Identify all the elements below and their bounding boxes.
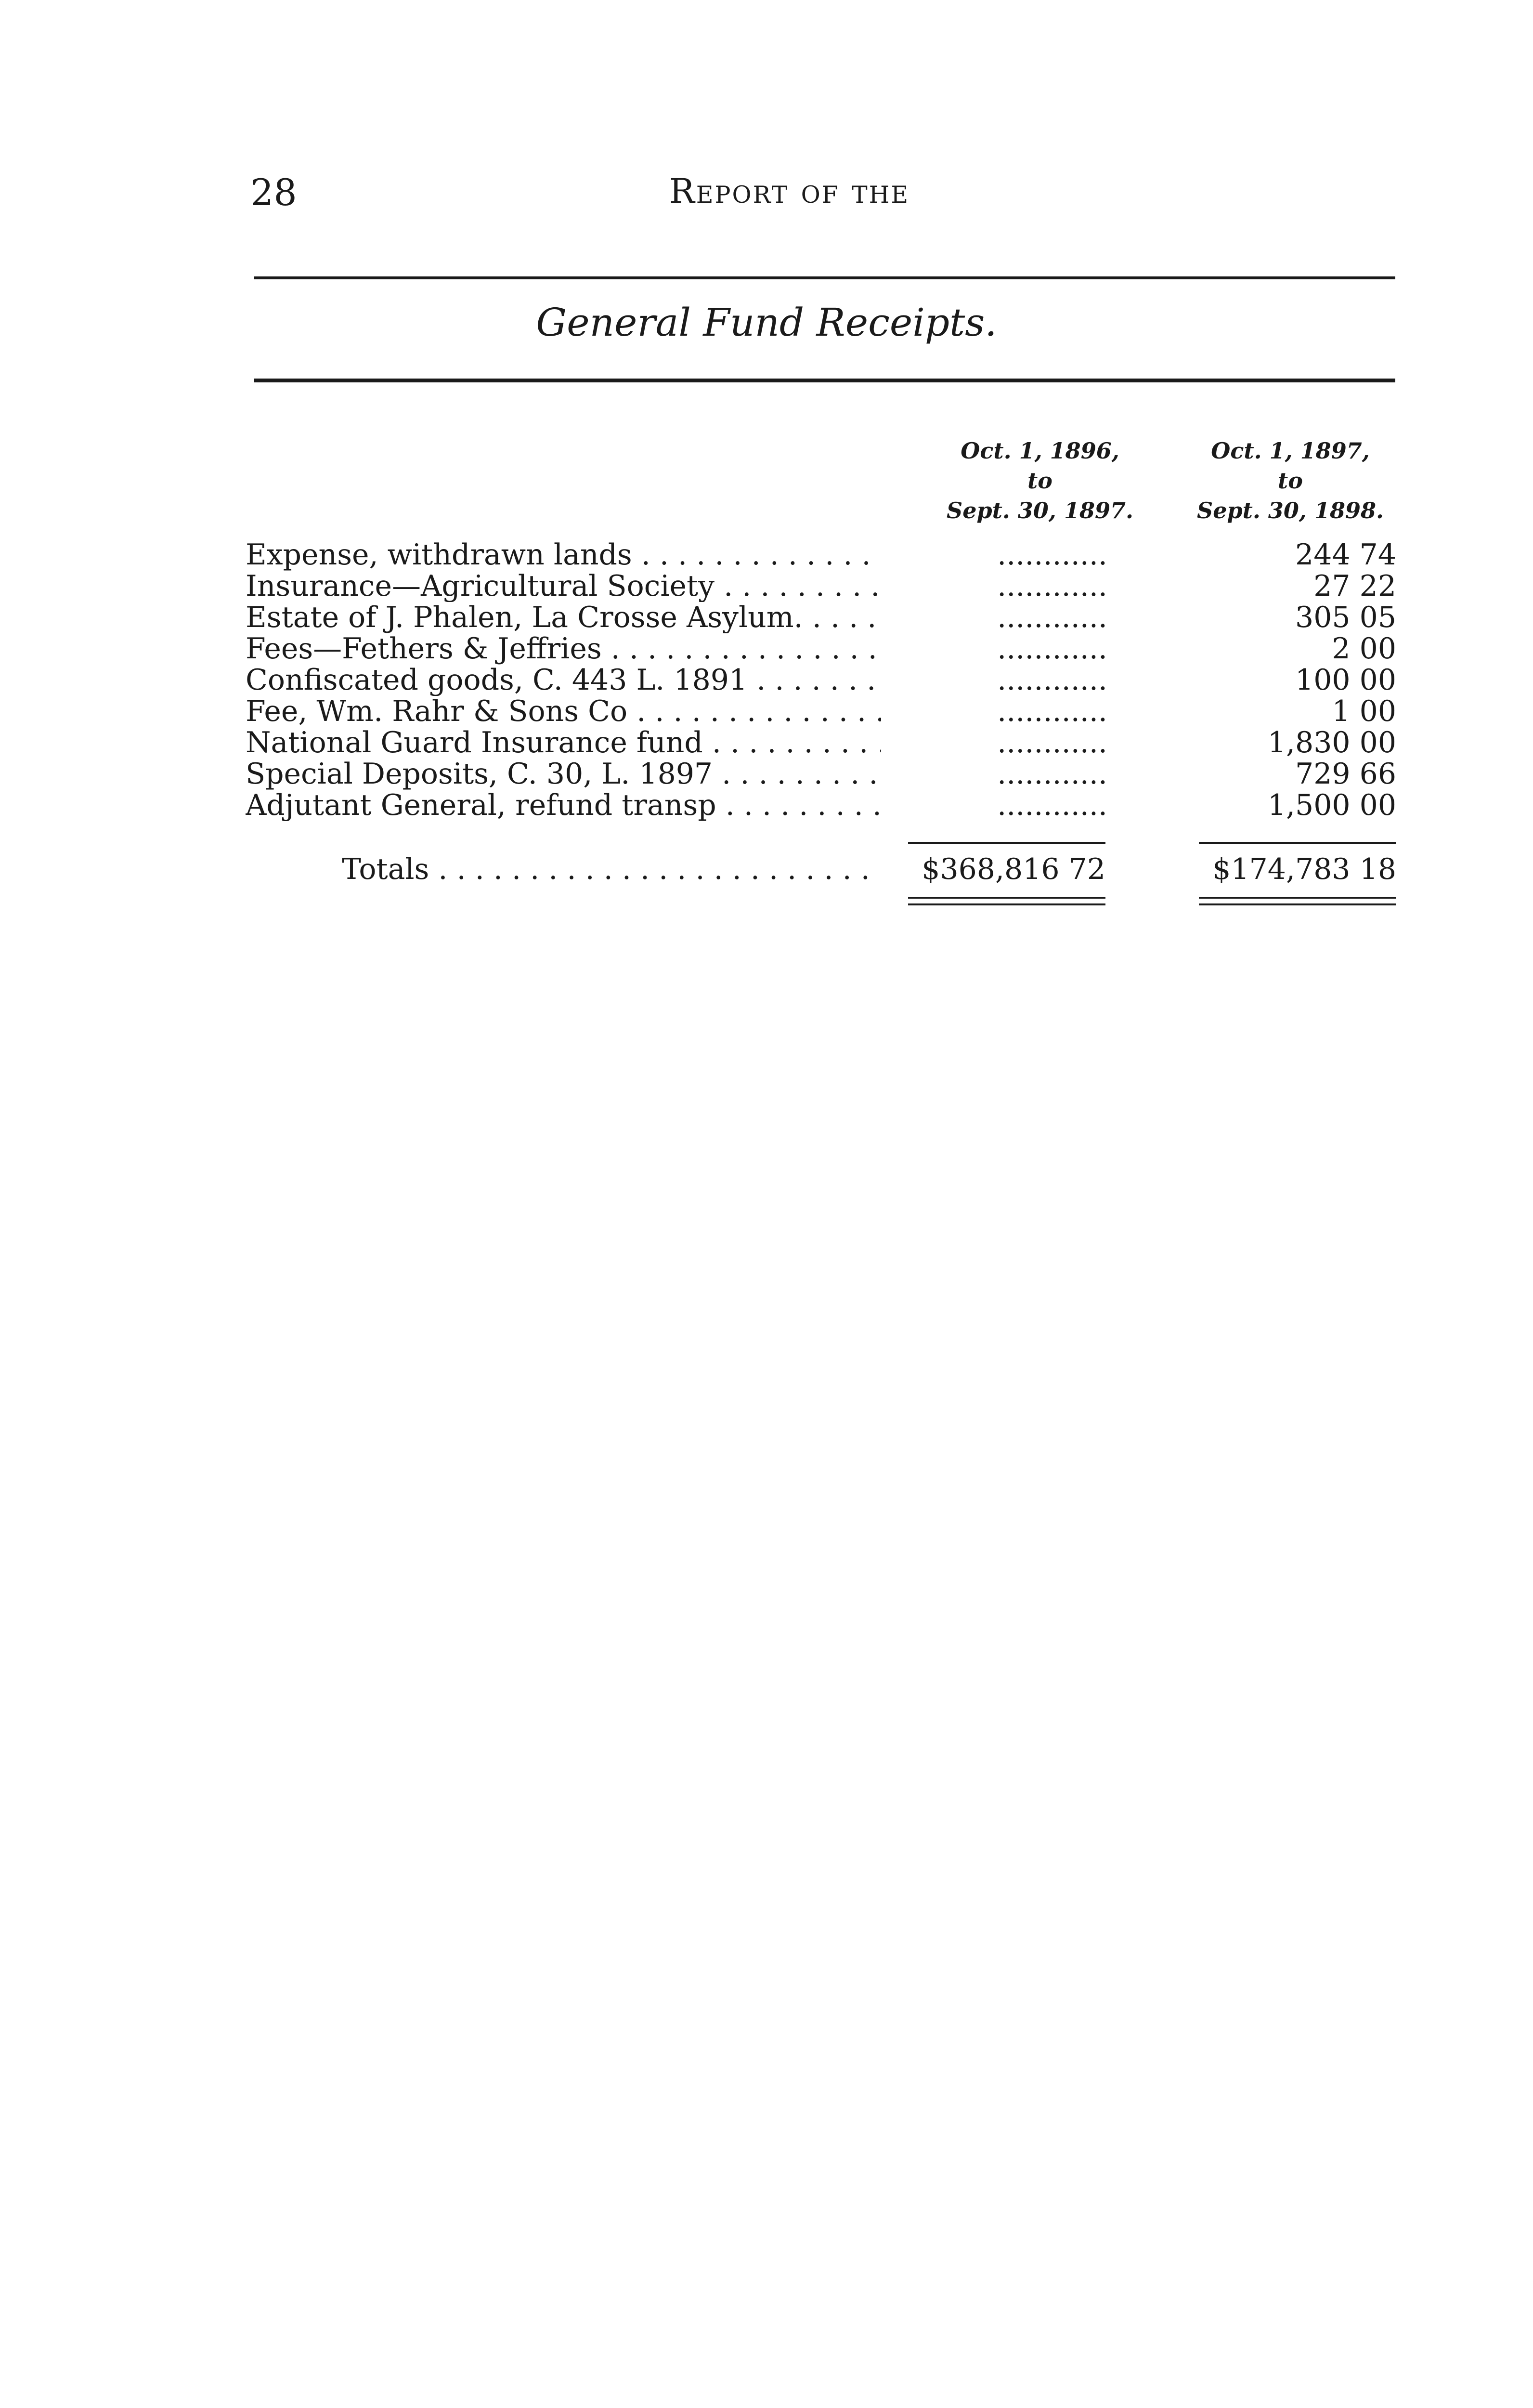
row-value-1896-1897: ............: [997, 569, 1107, 603]
table-row: [246, 602, 1396, 633]
section-title: General Fund Receipts.: [536, 300, 997, 345]
table-row: [246, 696, 1396, 727]
row-value-1897-1898: 244 74: [1295, 538, 1396, 572]
row-label: Insurance—Agricultural Society . . .: [246, 571, 881, 602]
double-rule-1896-1897: [908, 903, 1105, 905]
row-value-1897-1898: 100 00: [1295, 663, 1396, 697]
table-row: [246, 665, 1396, 696]
running-head: Report of the: [669, 171, 910, 211]
table-row: [246, 790, 1396, 821]
row-value-1896-1897: ............: [997, 726, 1107, 759]
row-value-1896-1897: ............: [997, 788, 1107, 822]
table-row: [246, 727, 1396, 759]
column-header-line: Sept. 30, 1897.: [946, 497, 1133, 523]
row-value-1896-1897: ............: [997, 601, 1107, 634]
column-header-1896-1897: [929, 436, 1151, 525]
totals-row: [0, 852, 1533, 886]
row-label: Confiscated goods, C. 443 L. 1891 . . .: [246, 665, 881, 696]
row-value-1897-1898: 1 00: [1332, 694, 1396, 728]
row-label: National Guard Insurance fund . . .: [246, 727, 881, 759]
double-rule-1897-1898: [1199, 897, 1396, 899]
sum-rule-1896-1897: [908, 842, 1105, 844]
row-value-1897-1898: 2 00: [1332, 632, 1396, 666]
row-label: Fee, Wm. Rahr & Sons Co . . .: [246, 696, 881, 727]
row-value-1897-1898: 1,830 00: [1267, 726, 1396, 759]
column-header-line: to: [1027, 468, 1052, 494]
column-header-line: Oct. 1, 1897,: [1211, 438, 1370, 464]
bottom-rule: [254, 379, 1395, 382]
totals-label: Totals . . .: [342, 852, 881, 886]
row-label: Estate of J. Phalen, La Crosse Asylum. . . .: [246, 602, 881, 633]
sum-rule-1897-1898: [1199, 842, 1396, 844]
row-label: Adjutant General, refund transp . . .: [246, 790, 881, 821]
row-value-1896-1897: ............: [997, 538, 1107, 572]
double-rule-1896-1897: [908, 897, 1105, 899]
column-header-1897-1898: [1180, 436, 1401, 525]
page-number: 28: [250, 171, 297, 214]
table-row: [246, 759, 1396, 790]
column-header-line: Oct. 1, 1896,: [961, 438, 1119, 464]
receipts-table: [246, 539, 1396, 821]
row-value-1896-1897: ............: [997, 663, 1107, 697]
table-row: [246, 571, 1396, 602]
table-row: [246, 539, 1396, 571]
column-header-line: Sept. 30, 1898.: [1196, 497, 1384, 523]
row-value-1896-1897: ............: [997, 694, 1107, 728]
row-label: Special Deposits, C. 30, L. 1897 . . .: [246, 759, 881, 790]
row-value-1896-1897: ............: [997, 632, 1107, 666]
row-value-1897-1898: 1,500 00: [1267, 788, 1396, 822]
row-value-1897-1898: 305 05: [1295, 601, 1396, 634]
row-value-1897-1898: 729 66: [1295, 757, 1396, 791]
top-rule: [254, 276, 1395, 279]
totals-value-1896-1897: $368,816 72: [922, 852, 1105, 886]
double-rule-1897-1898: [1199, 903, 1396, 905]
row-value-1896-1897: ............: [997, 757, 1107, 791]
row-label: Fees—Fethers & Jeffries . . .: [246, 633, 881, 665]
table-row: [246, 633, 1396, 665]
row-label: Expense, withdrawn lands . . .: [246, 539, 881, 571]
totals-value-1897-1898: $174,783 18: [1212, 852, 1396, 886]
column-header-line: to: [1278, 468, 1303, 494]
row-value-1897-1898: 27 22: [1313, 569, 1396, 603]
